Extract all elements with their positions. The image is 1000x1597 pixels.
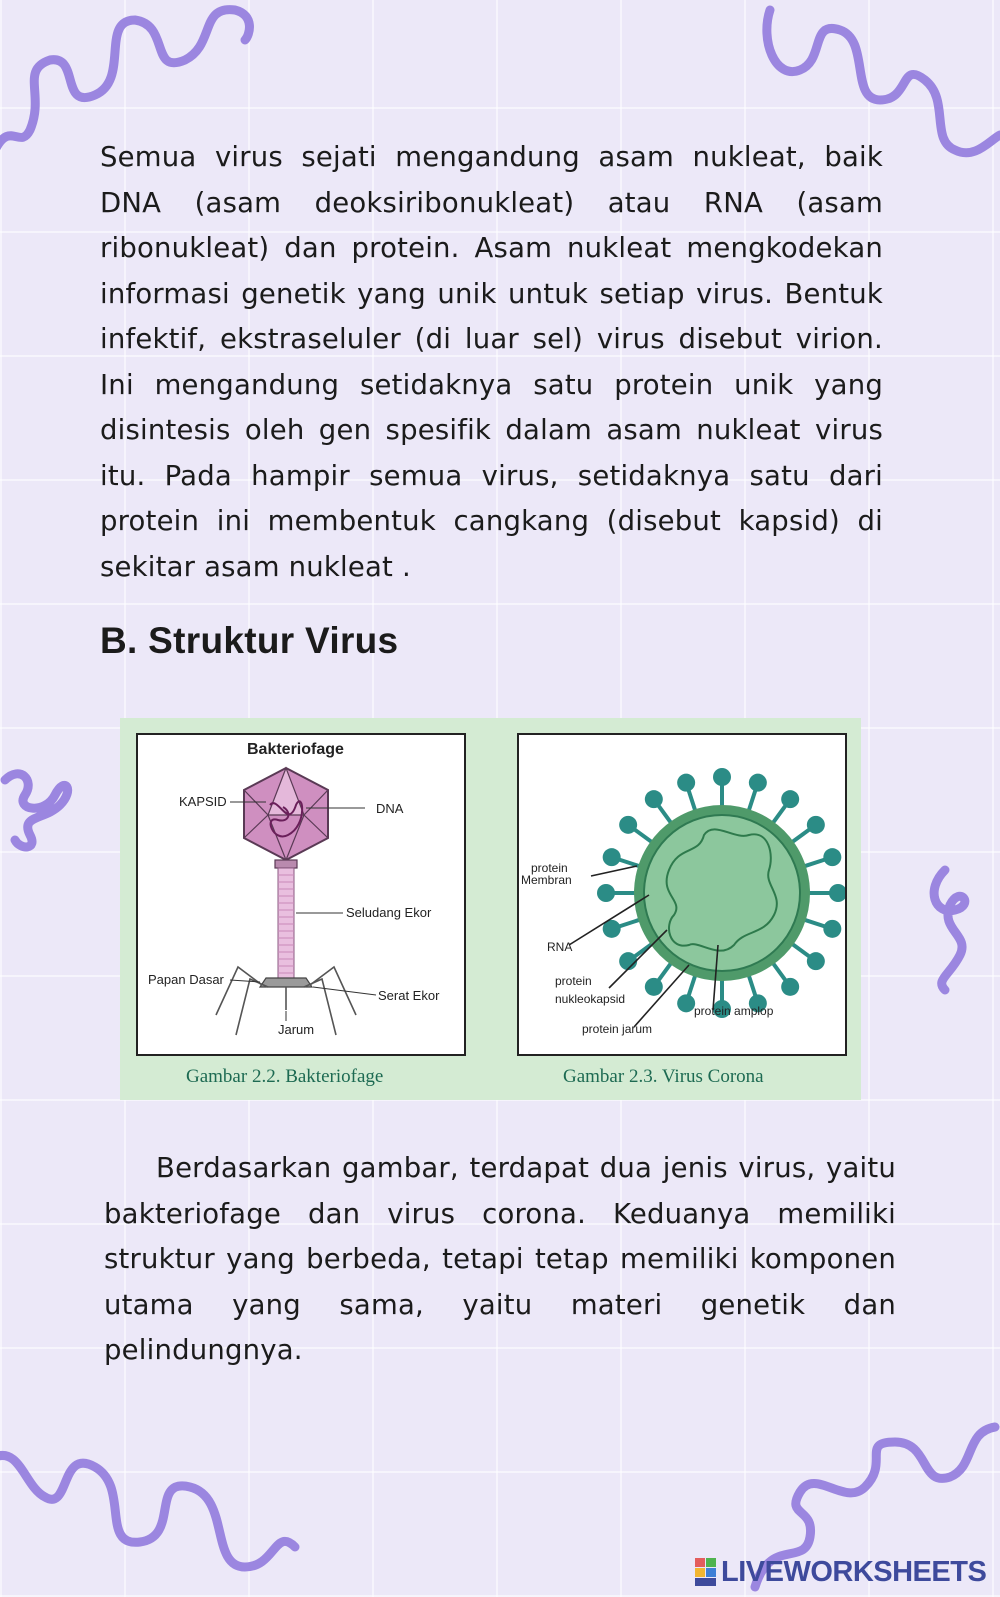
phage-base-plate-shape — [260, 978, 312, 987]
liveworksheets-logo-icon — [695, 1558, 717, 1586]
corona-spike-head — [807, 952, 825, 970]
squiggle-left-middle-decoration — [0, 735, 80, 865]
corona-spike-head — [677, 994, 695, 1012]
bacteriophage-illustration — [138, 735, 464, 1054]
phage-tail-sheath-shape — [278, 868, 294, 978]
corona-body-shape — [644, 815, 800, 971]
corona-spike-head — [597, 884, 615, 902]
liveworksheets-watermark-text: LIVEWORKSHEETS — [721, 1555, 987, 1588]
figure-panel — [120, 718, 861, 1100]
conclusion-paragraph: Berdasarkan gambar, terdapat dua jenis virus, yaitu bakteriofage dan virus corona. Keduanya memiliki struktur yang berbeda, tetapi tetap memiliki komponen utama yang sama, yaitu materi genetik dan pelindungnya. — [104, 1152, 896, 1366]
corona-spike-head — [823, 848, 841, 866]
seludang-ekor-label: Seludang Ekor — [346, 905, 432, 920]
protein-membran-label-line1: protein — [531, 861, 568, 875]
corona-virus-caption: Gambar 2.3. Virus Corona — [563, 1066, 764, 1087]
liveworksheets-logo — [695, 1555, 986, 1589]
protein-amplop-label: protein amplop — [694, 1004, 774, 1018]
bacteriophage-figure — [136, 733, 466, 1056]
kapsid-label: KAPSID — [179, 794, 227, 809]
papan-dasar-label: Papan Dasar — [148, 972, 224, 987]
dna-label: DNA — [376, 801, 404, 816]
bacteriophage-title-label: Bakteriofage — [247, 741, 344, 758]
corona-spike-head — [807, 816, 825, 834]
intro-paragraph: Semua virus sejati mengandung asam nukleat, baik DNA (asam deoksiribonukleat) atau RNA (asam ribonukleat) dan protein. Asam nukleat mengkodekan informasi genetik yang unik untuk setiap virus. Bentuk infektif, ekstraseluler (di luar sel) virus disebut virion. Ini mengandung setidaknya satu protein unik yang disintesis oleh gen spesifik dalam asam nukleat virus itu. Pada hampir semua virus, setidaknya satu dari protein ini membentuk cangkang (disebut kapsid) di sekitar asam nukleat . — [100, 141, 883, 583]
rna-label: RNA — [547, 940, 573, 954]
corona-spike-head — [781, 978, 799, 996]
section-heading: B. Struktur Virus — [100, 620, 399, 661]
corona-virus-figure — [517, 733, 847, 1056]
serat-ekor-label: Serat Ekor — [378, 988, 440, 1003]
corona-spike-head — [677, 774, 695, 792]
corona-spike-head — [603, 848, 621, 866]
squiggle-right-middle-decoration — [920, 860, 1000, 1000]
corona-spike-head — [619, 952, 637, 970]
corona-spike-head — [749, 774, 767, 792]
corona-spike-head — [823, 920, 841, 938]
bacteriophage-caption: Gambar 2.2. Bakteriofage — [186, 1066, 384, 1087]
corona-spike-head — [645, 978, 663, 996]
corona-spike-head — [713, 768, 731, 786]
jarum-label: Jarum — [278, 1022, 315, 1037]
protein-jarum-label: protein jarum — [582, 1022, 653, 1036]
corona-virus-illustration — [519, 735, 845, 1054]
corona-spike-head — [645, 790, 663, 808]
corona-spike-head — [781, 790, 799, 808]
protein-nukleokapsid-label-line1: protein — [555, 974, 592, 988]
corona-spike-head — [829, 884, 845, 902]
protein-nukleokapsid-label-line2: nukleokapsid — [555, 992, 626, 1006]
protein-membran-label-line2: Membran — [521, 873, 572, 887]
squiggle-bottom-left-decoration — [0, 1427, 300, 1597]
corona-spike-head — [619, 816, 637, 834]
